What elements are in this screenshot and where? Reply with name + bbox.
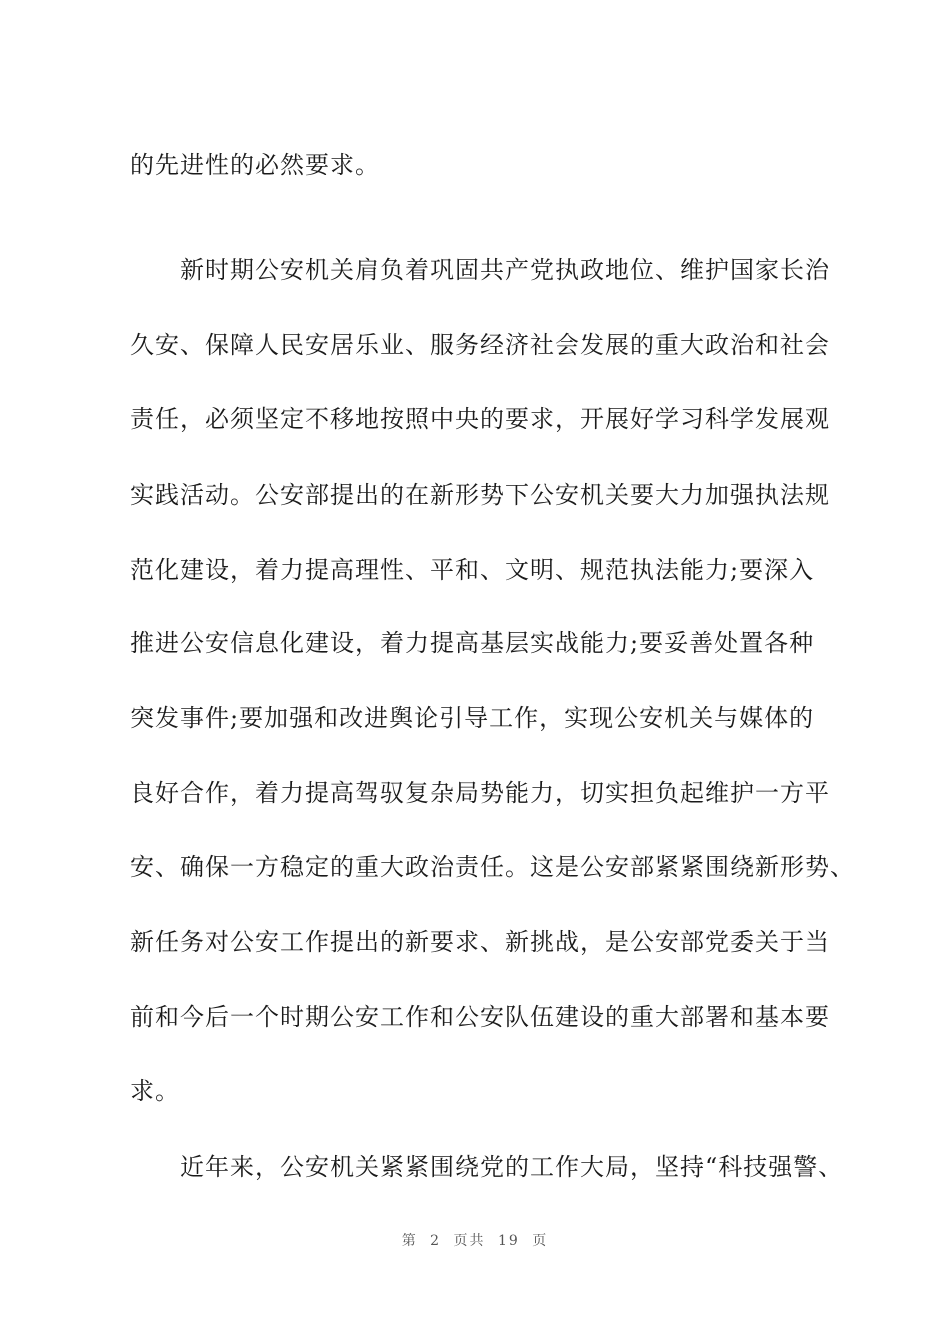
text-line: 新时期公安机关肩负着巩固共产党执政地位、维护国家长治 [180, 256, 830, 284]
text-line: 良好合作，着力提高驾驭复杂局势能力，切实担负起维护一方平 [130, 779, 830, 807]
text-line: 新任务对公安工作提出的新要求、新挑战，是公安部党委关于当 [130, 928, 830, 956]
page-number: 第 2 页共 19 页 [401, 1233, 549, 1249]
text-line: 实践活动。公安部提出的在新形势下公安机关要大力加强执法规 [130, 481, 830, 509]
text-line: 责任，必须坚定不移地按照中央的要求，开展好学习科学发展观 [130, 405, 830, 433]
text-line: 求。 [130, 1077, 180, 1105]
text-line: 近年来，公安机关紧紧围绕党的工作大局，坚持“科技强警、 [180, 1153, 844, 1181]
text-line: 范化建设，着力提高理性、平和、文明、规范执法能力;要深入 [130, 556, 815, 584]
text-line: 推进公安信息化建设，着力提高基层实战能力;要妥善处置各种 [130, 629, 815, 657]
text-line: 突发事件;要加强和改进舆论引导工作，实现公安机关与媒体的 [130, 704, 815, 732]
text-line: 前和今后一个时期公安工作和公安队伍建设的重大部署和基本要 [130, 1003, 830, 1031]
text-line: 的先进性的必然要求。 [130, 151, 380, 179]
text-line: 久安、保障人民安居乐业、服务经济社会发展的重大政治和社会 [130, 331, 830, 359]
text-line: 安、确保一方稳定的重大政治责任。这是公安部紧紧围绕新形势、 [130, 853, 855, 881]
